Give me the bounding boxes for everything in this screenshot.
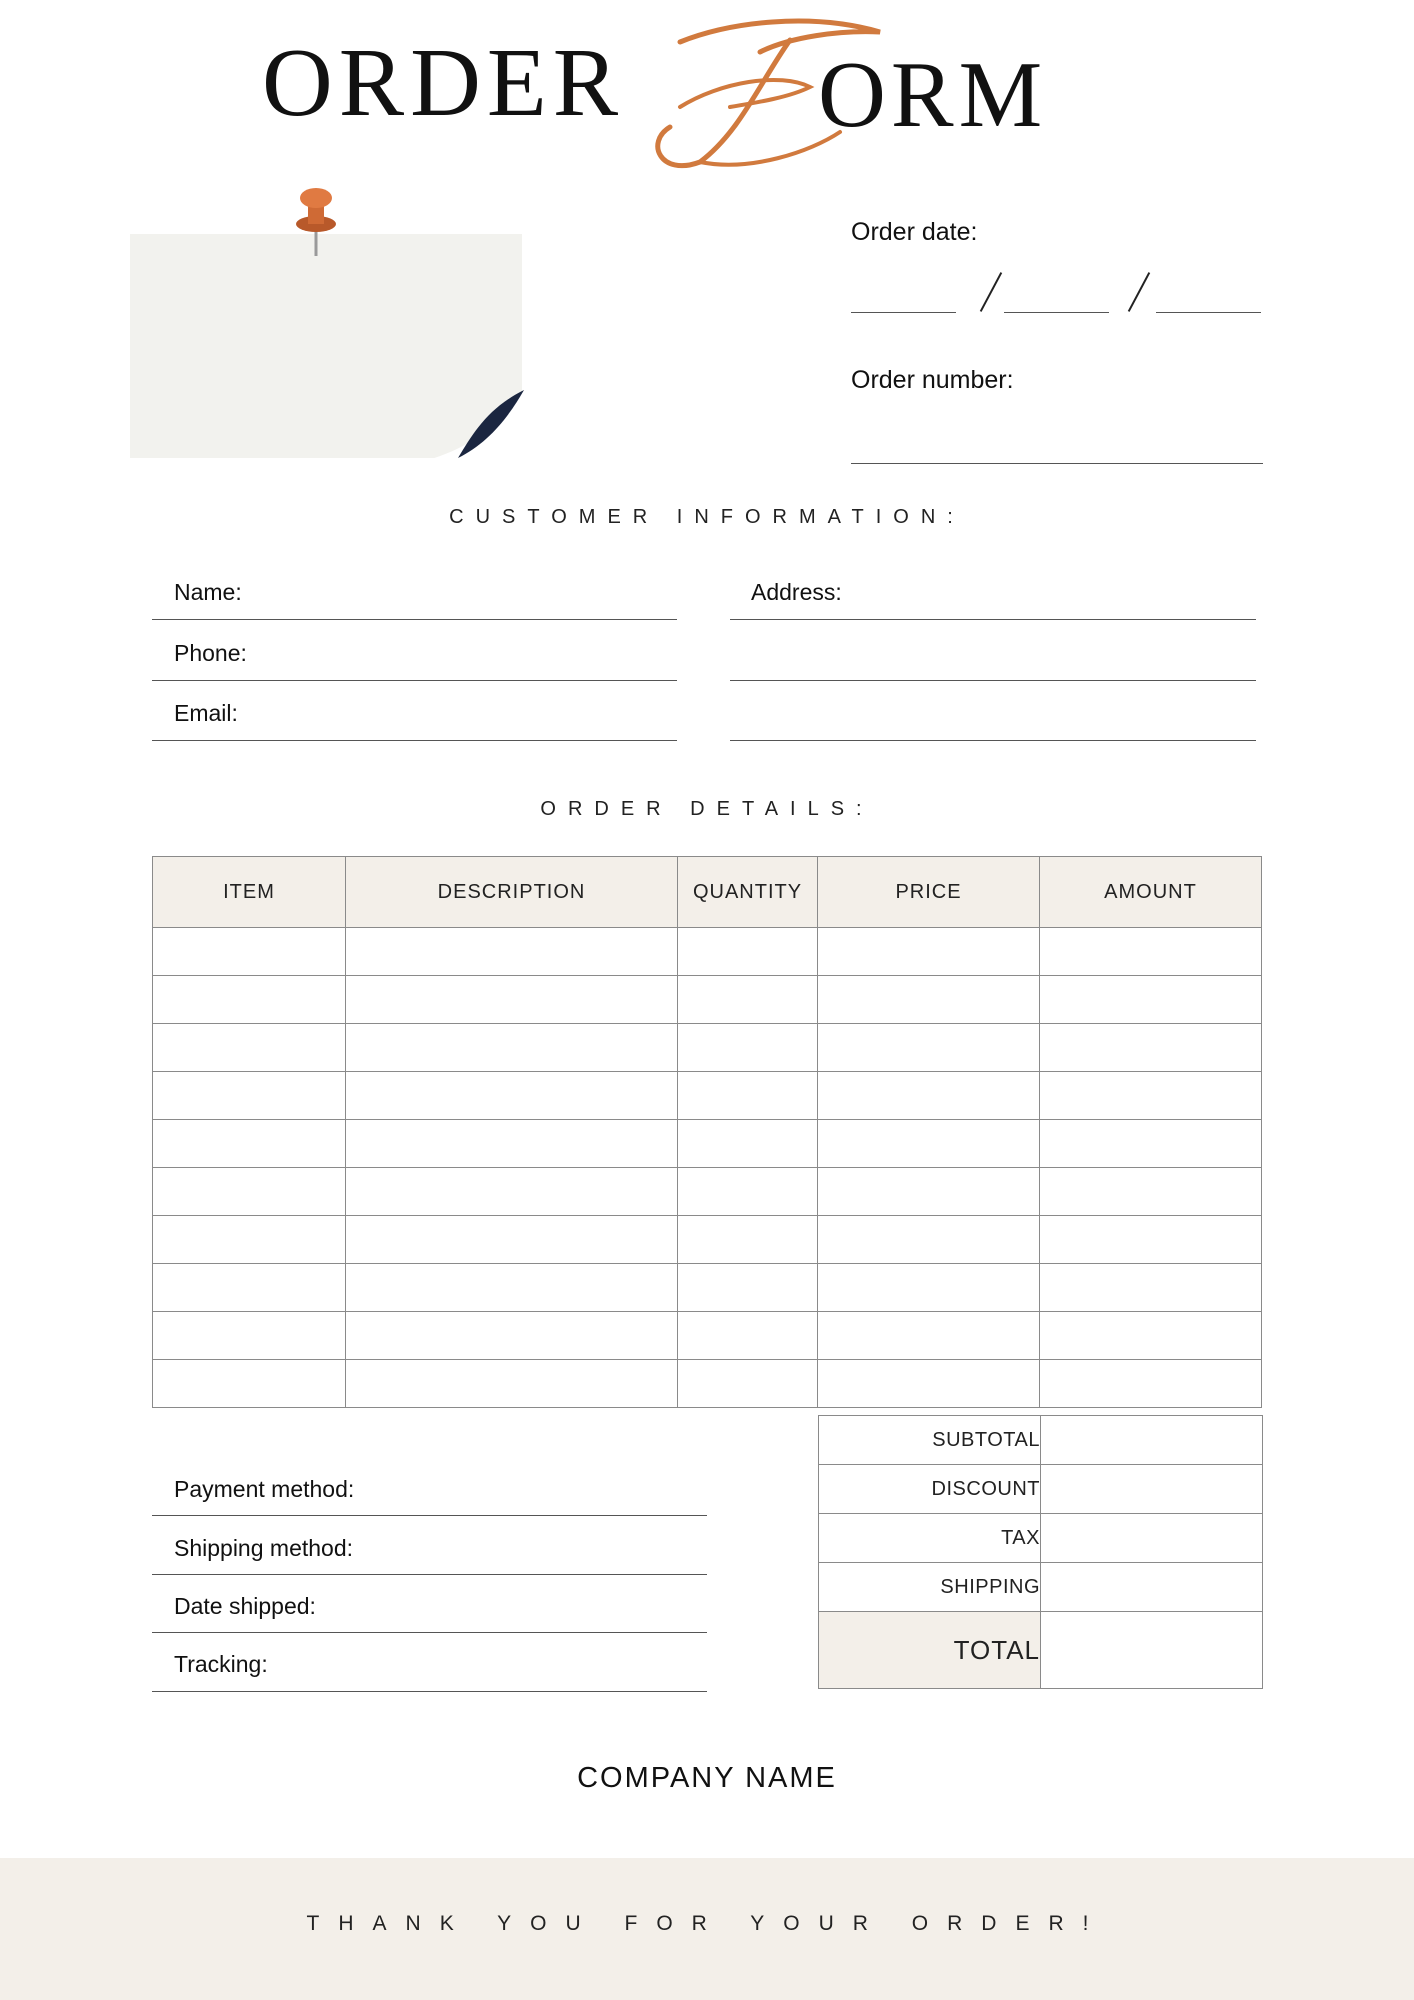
page-curl	[428, 388, 524, 460]
title-order-word: ORDER	[262, 29, 625, 137]
date-year-line[interactable]	[1156, 312, 1261, 313]
table-row	[153, 1264, 1262, 1312]
tax-label: TAX	[819, 1514, 1041, 1563]
name-label: Name:	[174, 579, 242, 605]
address-label: Address:	[751, 579, 842, 605]
shipping-method-label: Shipping method:	[174, 1535, 354, 1561]
table-row	[153, 1216, 1262, 1264]
cell-description[interactable]	[346, 1024, 678, 1072]
discount-value-cell[interactable]	[1041, 1465, 1263, 1514]
cell-price[interactable]	[818, 976, 1040, 1024]
subtotal-value-cell[interactable]	[1041, 1416, 1263, 1465]
cell-item[interactable]	[153, 1120, 346, 1168]
date-month-line[interactable]	[851, 312, 956, 313]
table-row	[153, 1360, 1262, 1408]
customer-info-heading: CUSTOMER INFORMATION:	[449, 506, 965, 528]
cell-quantity[interactable]	[678, 1312, 818, 1360]
cell-quantity[interactable]	[678, 1168, 818, 1216]
cell-amount[interactable]	[1040, 976, 1262, 1024]
date-shipped-label: Date shipped:	[174, 1593, 316, 1619]
tax-row	[819, 1514, 1263, 1563]
cell-amount[interactable]	[1040, 1312, 1262, 1360]
company-name: COMPANY NAME	[577, 1762, 837, 1794]
order-date-label: Order date:	[851, 218, 978, 246]
cell-quantity[interactable]	[678, 1024, 818, 1072]
cell-item[interactable]	[153, 928, 346, 976]
cell-item[interactable]	[153, 1168, 346, 1216]
cell-price[interactable]	[818, 1312, 1040, 1360]
shipping-row	[819, 1563, 1263, 1612]
cell-description[interactable]	[346, 1264, 678, 1312]
cell-quantity[interactable]	[678, 1264, 818, 1312]
date-day-line[interactable]	[1004, 312, 1109, 313]
cell-amount[interactable]	[1040, 928, 1262, 976]
phone-line[interactable]	[152, 680, 677, 681]
cell-amount[interactable]	[1040, 1072, 1262, 1120]
tracking-line[interactable]	[152, 1691, 707, 1692]
cell-amount[interactable]	[1040, 1360, 1262, 1408]
cell-item[interactable]	[153, 1264, 346, 1312]
table-row	[153, 1120, 1262, 1168]
cell-description[interactable]	[346, 1312, 678, 1360]
total-label: TOTAL	[819, 1612, 1041, 1689]
cell-description[interactable]	[346, 1168, 678, 1216]
col-header-amount: AMOUNT	[1040, 857, 1262, 928]
cell-description[interactable]	[346, 976, 678, 1024]
date-shipped-line[interactable]	[152, 1632, 707, 1633]
cell-amount[interactable]	[1040, 1216, 1262, 1264]
cell-item[interactable]	[153, 1360, 346, 1408]
col-header-price: PRICE	[818, 857, 1040, 928]
title-form-word: ORM	[818, 43, 1048, 147]
cell-quantity[interactable]	[678, 1072, 818, 1120]
table-row	[153, 928, 1262, 976]
pushpin-icon	[286, 182, 346, 262]
cell-description[interactable]	[346, 1216, 678, 1264]
order-table	[152, 856, 1262, 1408]
phone-label: Phone:	[174, 640, 247, 666]
cell-item[interactable]	[153, 1312, 346, 1360]
cell-description[interactable]	[346, 1072, 678, 1120]
date-slash	[980, 272, 1002, 312]
cell-quantity[interactable]	[678, 976, 818, 1024]
subtotal-label: SUBTOTAL	[819, 1416, 1041, 1465]
cell-price[interactable]	[818, 1264, 1040, 1312]
cell-quantity[interactable]	[678, 1120, 818, 1168]
cell-description[interactable]	[346, 928, 678, 976]
cell-amount[interactable]	[1040, 1120, 1262, 1168]
email-label: Email:	[174, 700, 238, 726]
address-line-3[interactable]	[730, 740, 1256, 741]
shipping-value-cell[interactable]	[1041, 1563, 1263, 1612]
payment-method-line[interactable]	[152, 1515, 707, 1516]
email-line[interactable]	[152, 740, 677, 741]
cell-amount[interactable]	[1040, 1168, 1262, 1216]
cell-price[interactable]	[818, 1360, 1040, 1408]
table-row	[153, 1024, 1262, 1072]
cell-item[interactable]	[153, 1024, 346, 1072]
cell-price[interactable]	[818, 1120, 1040, 1168]
shipping-label: SHIPPING	[819, 1563, 1041, 1612]
cell-price[interactable]	[818, 1168, 1040, 1216]
cell-quantity[interactable]	[678, 1360, 818, 1408]
table-row	[153, 1168, 1262, 1216]
cell-price[interactable]	[818, 1072, 1040, 1120]
cell-price[interactable]	[818, 1024, 1040, 1072]
cell-price[interactable]	[818, 1216, 1040, 1264]
name-line[interactable]	[152, 619, 677, 620]
order-details-heading: ORDER DETAILS:	[540, 798, 874, 820]
col-header-quantity: QUANTITY	[678, 857, 818, 928]
address-line-2[interactable]	[730, 680, 1256, 681]
cell-item[interactable]	[153, 1072, 346, 1120]
tracking-label: Tracking:	[174, 1651, 268, 1677]
cell-item[interactable]	[153, 976, 346, 1024]
table-row	[153, 1072, 1262, 1120]
shipping-method-line[interactable]	[152, 1574, 707, 1575]
totals-table	[818, 1415, 1263, 1689]
cell-amount[interactable]	[1040, 1264, 1262, 1312]
discount-row	[819, 1465, 1263, 1514]
footer-thank-you: THANK YOU FOR YOUR ORDER!	[306, 1912, 1108, 1935]
subtotal-row	[819, 1416, 1263, 1465]
order-number-line[interactable]	[851, 463, 1263, 464]
payment-method-label: Payment method:	[174, 1476, 355, 1502]
col-header-description: DESCRIPTION	[346, 857, 678, 928]
cell-amount[interactable]	[1040, 1024, 1262, 1072]
table-header-row	[153, 857, 1262, 928]
cell-quantity[interactable]	[678, 928, 818, 976]
cell-description[interactable]	[346, 1120, 678, 1168]
table-row	[153, 1312, 1262, 1360]
date-slash	[1128, 272, 1150, 312]
total-row	[819, 1612, 1263, 1689]
col-header-item: ITEM	[153, 857, 346, 928]
order-number-label: Order number:	[851, 366, 1014, 394]
total-value-cell[interactable]	[1041, 1612, 1263, 1689]
cell-description[interactable]	[346, 1360, 678, 1408]
table-row	[153, 976, 1262, 1024]
address-line-1[interactable]	[730, 619, 1256, 620]
cell-price[interactable]	[818, 928, 1040, 976]
discount-label: DISCOUNT	[819, 1465, 1041, 1514]
tax-value-cell[interactable]	[1041, 1514, 1263, 1563]
cell-quantity[interactable]	[678, 1216, 818, 1264]
cell-item[interactable]	[153, 1216, 346, 1264]
